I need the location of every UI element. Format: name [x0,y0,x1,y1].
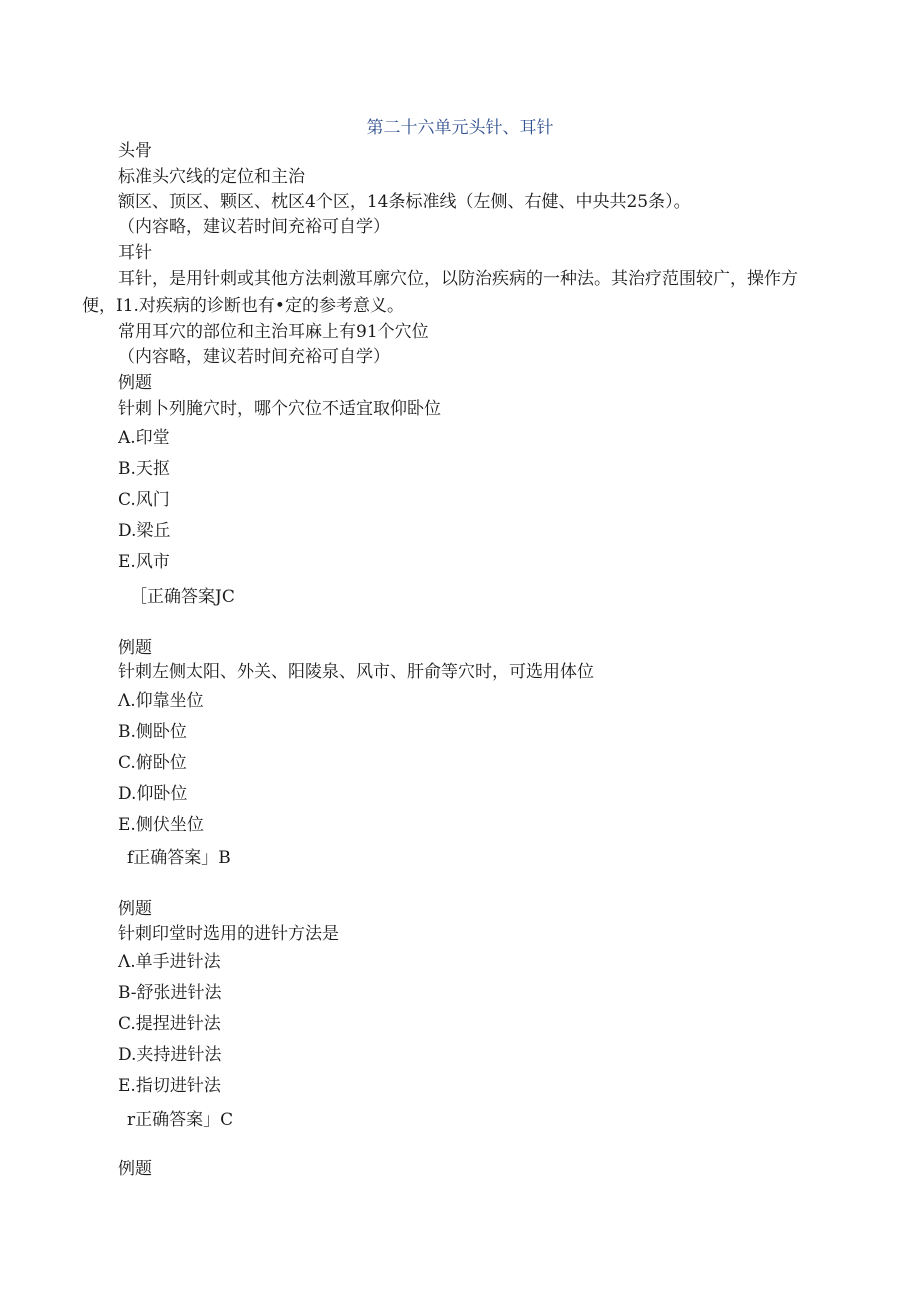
question-option: B.侧卧位 [118,722,187,742]
question-option: B-舒张进针法 [118,983,222,1003]
question-option: E.指切进针法 [118,1076,221,1096]
ear-intro-paragraph: 耳针，是用针刺或其他方法刺激耳廓穴位，以防治疾病的一种法。其治疗范围较广，操作方便，I1.对疾病的诊断也有•定的参考意义。 [82,269,798,316]
question-label: 例题 [118,638,152,658]
page-title: 第二十六单元头针、耳针 [366,118,554,138]
question-option: Λ.仰靠坐位 [118,691,204,711]
question-stem: 针刺印堂时选用的进针方法是 [118,924,339,944]
question-option: E.侧伏坐位 [118,815,204,835]
question-option: D.梁丘 [118,521,171,541]
question-option: A.印堂 [118,428,170,448]
head-note: （内容略，建议若时间充裕可自学） [118,217,390,237]
head-subtitle: 标准头穴线的定位和主治 [118,167,305,187]
question-option: D.仰卧位 [118,784,188,804]
section-heading-head: 头骨 [118,141,152,161]
section-heading-ear: 耳针 [118,243,152,263]
ear-subtitle: 常用耳穴的部位和主治耳麻上有91个穴位 [118,322,429,342]
question-stem: 针刺卜列腌穴时，哪个穴位不适宜取仰卧位 [118,399,441,419]
question-answer: f正确答案」B [127,848,231,868]
question-answer: ［正确答案JC [130,587,235,607]
question-option: E.风市 [118,552,170,572]
question-answer: r正确答案」C [127,1110,234,1130]
question-option: Λ.单手进针法 [118,952,221,972]
question-stem: 针刺左侧太阳、外关、阳陵泉、风市、肝俞等穴时，可选用体位 [118,662,594,682]
question-label: 例题 [118,1159,152,1179]
question-option: B.天抠 [118,459,170,479]
question-option: C.俯卧位 [118,753,187,773]
question-label: 例题 [118,899,152,919]
question-option: D.夹持进针法 [118,1045,222,1065]
head-zones-text: 额区、顶区、颗区、枕区4个区，14条标准线（左侧、右健、中央共25条）。 [118,192,691,212]
question-option: C.风门 [118,490,170,510]
ear-note: （内容略，建议若时间充裕可自学） [118,347,390,367]
question-label: 例题 [118,373,152,393]
question-option: C.提捏进针法 [118,1014,221,1034]
